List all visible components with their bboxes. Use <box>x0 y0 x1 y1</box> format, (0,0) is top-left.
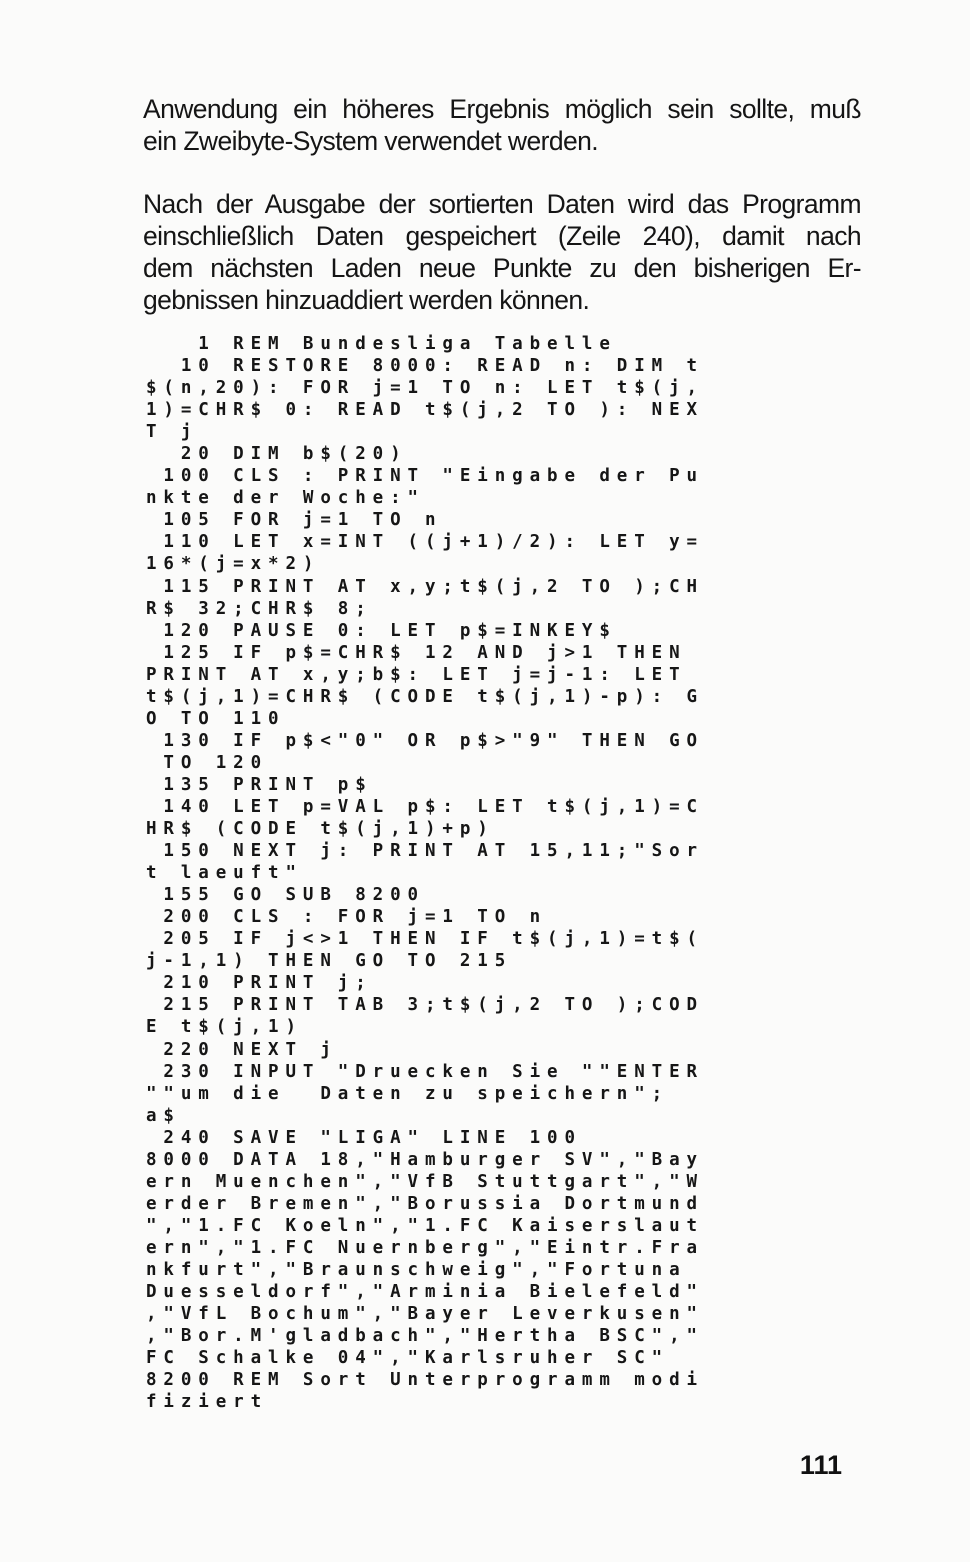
listing-line: 8000 DATA 18,"Hamburger SV","Bay <box>146 1149 704 1170</box>
page-number: 111 <box>799 1450 842 1480</box>
listing-line: 130 IF p$<"0" OR p$>"9" THEN GO <box>146 730 704 751</box>
listing-line: t laeuft" <box>146 863 303 884</box>
listing-line: 20 DIM b$(20) <box>146 444 408 465</box>
listing-line: ","1.FC Koeln","1.FC Kaiserslaut <box>146 1215 704 1236</box>
listing-line: R$ 32;CHR$ 8; <box>146 598 373 619</box>
listing-line: T j <box>146 422 199 443</box>
paragraph-line: dem nächsten Laden neue Punkte zu den bisherigen Er- <box>143 253 861 283</box>
listing-line: fiziert <box>146 1392 269 1413</box>
paragraph-line: ein Zweibyte-System verwendet werden. <box>143 126 599 156</box>
listing-line: 140 LET p=VAL p$: LET t$(j,1)=C <box>146 796 704 817</box>
listing-line: 10 RESTORE 8000: READ n: DIM t <box>146 356 704 377</box>
listing-line: 115 PRINT AT x,y;t$(j,2 TO );CH <box>146 576 704 597</box>
listing-line: 150 NEXT j: PRINT AT 15,11;"Sor <box>146 841 704 862</box>
listing-line: 110 LET x=INT ((j+1)/2): LET y= <box>146 532 704 553</box>
listing-line: 100 CLS : PRINT "Eingabe der Pu <box>146 466 704 487</box>
paragraph-line: Nach der Ausgabe der sortierten Daten wird das Programm <box>143 189 861 219</box>
listing-line: 205 IF j<>1 THEN IF t$(j,1)=t$( <box>146 929 704 950</box>
listing-line: E t$(j,1) <box>146 1017 303 1038</box>
listing-line: 210 PRINT j; <box>146 973 373 994</box>
listing-line: 105 FOR j=1 TO n <box>146 510 443 531</box>
paragraph-2 <box>143 188 861 316</box>
paragraph-line: Anwendung ein höheres Ergebnis möglich sein sollte, muß <box>143 94 861 124</box>
listing-line: t$(j,1)=CHR$ (CODE t$(j,1)-p): G <box>146 686 704 707</box>
paragraph-1 <box>143 93 861 157</box>
listing-line: ,"VfL Bochum","Bayer Leverkusen" <box>146 1304 704 1325</box>
listing-line: 155 GO SUB 8200 <box>146 885 425 906</box>
paragraph-line: gebnissen hinzuaddiert werden können. <box>143 285 590 315</box>
listing-line: erder Bremen","Borussia Dortmund <box>146 1193 704 1214</box>
listing-line: TO 120 <box>146 752 269 773</box>
listing-line: 120 PAUSE 0: LET p$=INKEY$ <box>146 620 617 641</box>
listing-line: nkte der Woche:" <box>146 488 425 509</box>
listing-line: 135 PRINT p$ <box>146 774 373 795</box>
listing-line: PRINT AT x,y;b$: LET j=j-1: LET <box>146 664 687 685</box>
listing-line: $(n,20): FOR j=1 TO n: LET t$(j, <box>146 378 704 399</box>
listing-line: 215 PRINT TAB 3;t$(j,2 TO );COD <box>146 995 704 1016</box>
listing-line: 125 IF p$=CHR$ 12 AND j>1 THEN <box>146 642 687 663</box>
listing-line: 200 CLS : FOR j=1 TO n <box>146 907 548 928</box>
listing-line: ern","1.FC Nuernberg","Eintr.Fra <box>146 1237 704 1258</box>
listing-line: ,"Bor.M'gladbach","Hertha BSC"," <box>146 1326 704 1347</box>
listing-line: FC Schalke 04","Karlsruher SC" <box>146 1348 670 1369</box>
listing-line: 1)=CHR$ 0: READ t$(j,2 TO ): NEX <box>146 400 704 421</box>
listing-line: 8200 REM Sort Unterprogramm modi <box>146 1370 704 1391</box>
listing-line: nkfurt","Braunschweig","Fortuna <box>146 1259 687 1280</box>
listing-line: HR$ (CODE t$(j,1)+p) <box>146 819 495 840</box>
listing-line: ""um die Daten zu speichern"; <box>146 1083 670 1104</box>
basic-program-listing <box>146 333 836 1413</box>
listing-line: a$ <box>146 1105 181 1126</box>
listing-line: 1 REM Bundesliga Tabelle <box>146 334 617 354</box>
listing-line: ern Muenchen","VfB Stuttgart","W <box>146 1171 704 1192</box>
listing-line: 240 SAVE "LIGA" LINE 100 <box>146 1127 582 1148</box>
listing-line: O TO 110 <box>146 708 286 729</box>
listing-line: 16*(j=x*2) <box>146 554 321 575</box>
listing-line: j-1,1) THEN GO TO 215 <box>146 951 513 972</box>
listing-line: 220 NEXT j <box>146 1039 338 1060</box>
paragraph-line: einschließlich Daten gespeichert (Zeile 240), damit nach <box>143 221 861 251</box>
listing-line: 230 INPUT "Druecken Sie ""ENTER <box>146 1061 704 1082</box>
listing-line: Duesseldorf","Arminia Bielefeld" <box>146 1282 704 1303</box>
